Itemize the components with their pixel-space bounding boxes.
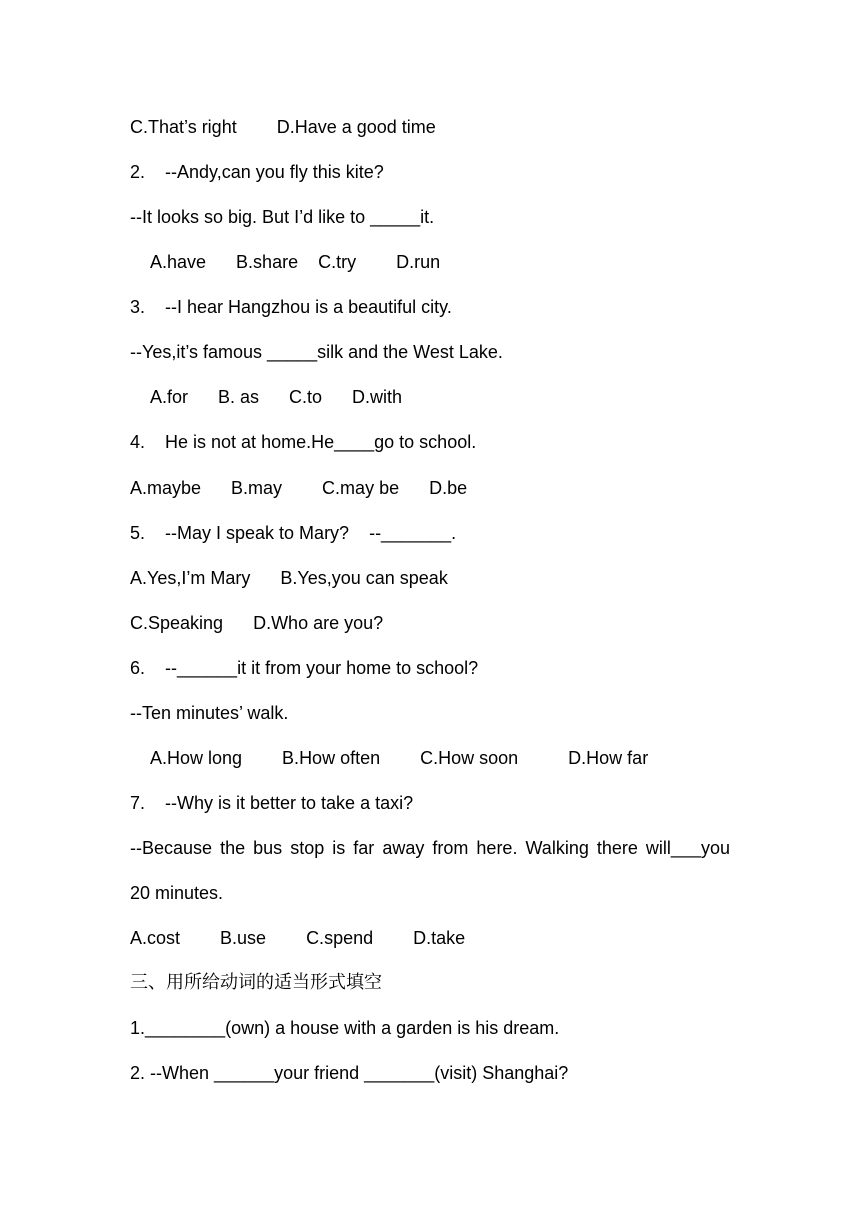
q6-answer-line: --Ten minutes’ walk. — [130, 703, 289, 723]
q4-options: A.maybe B.may C.may be D.be — [130, 478, 468, 498]
s3-q1: 1.________(own) a house with a garden is his dream. — [130, 1018, 560, 1038]
q5-options-cd: C.Speaking D.Who are you? — [130, 613, 384, 633]
q7-question: 7. --Why is it better to take a taxi? — [130, 793, 414, 813]
q6-options: A.How long B.How often C.How soon D.How far — [150, 748, 649, 768]
q2-answer-line: --It looks so big. But I’d like to _____it. — [130, 207, 435, 227]
q3-answer-line: --Yes,it’s famous _____silk and the West Lake. — [130, 342, 503, 362]
q7-options: A.cost B.use C.spend D.take — [130, 928, 466, 948]
q4-question: 4. He is not at home.He____go to school. — [130, 432, 477, 452]
q5-options-ab: A.Yes,I’m Mary B.Yes,you can speak — [130, 568, 448, 588]
q1-options-cd: C.That’s right D.Have a good time — [130, 117, 436, 137]
q7-answer-continuation: 20 minutes. — [130, 883, 224, 903]
q6-question: 6. --______it it from your home to school? — [130, 658, 479, 678]
q2-options: A.have B.share C.try D.run — [150, 252, 441, 272]
q7-answer-line: --Because the bus stop is far away from here. Walking there will___you — [130, 838, 730, 858]
q2-question: 2. --Andy,can you fly this kite? — [130, 162, 384, 182]
q5-question: 5. --May I speak to Mary? --_______. — [130, 523, 457, 543]
s3-q2: 2. --When ______your friend _______(visit) Shanghai? — [130, 1063, 569, 1083]
q3-options: A.for B. as C.to D.with — [150, 387, 403, 407]
q3-question: 3. --I hear Hangzhou is a beautiful city. — [130, 297, 452, 317]
section-3-heading: 三、用所给动词的适当形式填空 — [130, 972, 382, 993]
